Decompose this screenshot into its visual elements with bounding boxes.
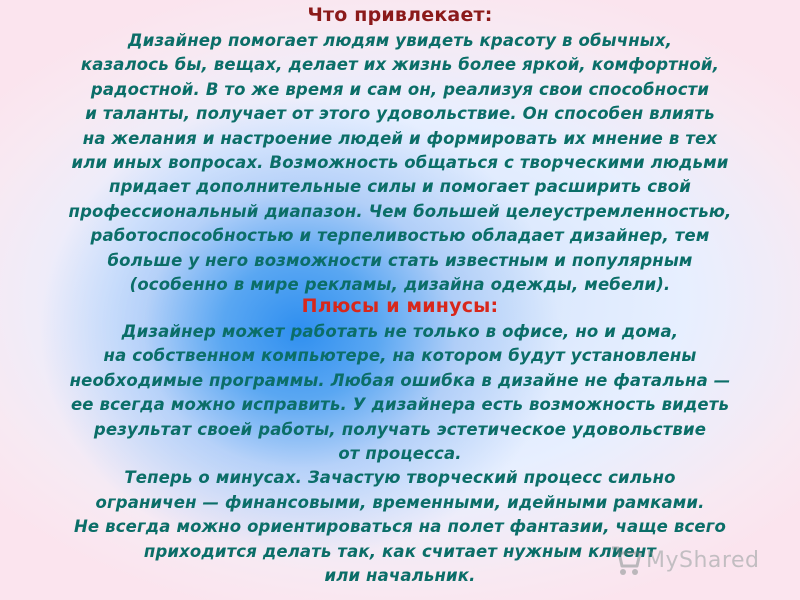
- text-line: Дизайнер может работать не только в офисе, но и дома,: [121, 322, 679, 341]
- text-line: больше у него возможности стать известным и популярным: [107, 250, 693, 270]
- heading-pros-cons: Плюсы и минусы:: [301, 295, 499, 317]
- text-line: казалось бы, вещах, делает их жизнь более яркой, комфортной,: [80, 55, 720, 75]
- text-line: Теперь о минусах. Зачастую творческий процесс сильно: [124, 468, 676, 488]
- text-line: необходимые программы. Любая ошибка в дизайне не фатальна —: [69, 370, 731, 390]
- watermark-text: MyShared: [646, 548, 760, 573]
- heading-what-attracts: Что привлекает:: [307, 4, 493, 26]
- text-line: и таланты, получает от этого удовольствие. Он способен влиять: [85, 104, 715, 124]
- text-line: на собственном компьютере, на котором будут установлены: [103, 346, 697, 366]
- text-line: радостной. В то же время и сам он, реализуя свои способности: [90, 79, 710, 99]
- text-line: или начальник.: [324, 566, 476, 586]
- text-line: профессиональный диапазон. Чем большей целеустремленностью,: [68, 201, 732, 221]
- text-line: Не всегда можно ориентироваться на полет фантазии, чаще всего: [73, 517, 727, 537]
- text-line: приходится делать так, как считает нужным клиент: [143, 541, 657, 561]
- text-line: Дизайнер помогает людям увидеть красоту в обычных,: [127, 31, 673, 50]
- text-line: от процесса.: [338, 444, 462, 464]
- text-line: или иных вопросах. Возможность общаться с творческими людьми: [71, 153, 729, 173]
- paragraph-attractions: [0, 29, 800, 297]
- text-line: (особенно в мире рекламы, дизайна одежды, мебели).: [129, 275, 671, 295]
- cart-icon: [610, 542, 642, 578]
- text-line: работоспособностью и терпеливостью обладает дизайнер, тем: [90, 226, 710, 246]
- text-line: на желания и настроение людей и формировать их мнение в тех: [82, 128, 718, 148]
- text-line: придает дополнительные силы и помогает расширить свой: [109, 177, 691, 197]
- text-line: ограничен — финансовыми, временными, идейными рамками.: [95, 492, 705, 512]
- text-line: ее всегда можно исправить. У дизайнера есть возможность видеть: [70, 395, 730, 415]
- text-line: результат своей работы, получать эстетическое удовольствие: [93, 419, 707, 439]
- watermark-logo: [610, 540, 770, 580]
